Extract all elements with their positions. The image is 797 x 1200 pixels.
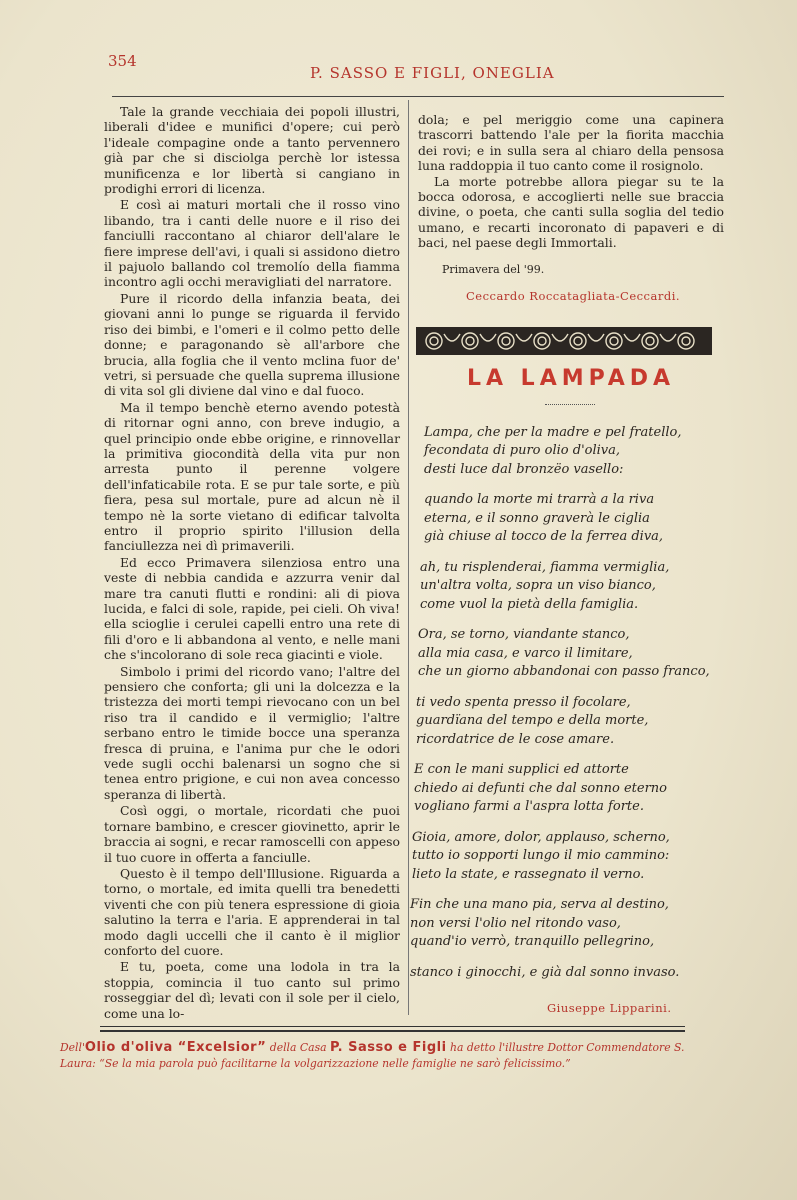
paragraph-continuation: dola; e pel meriggio come una capinera trascorri battendo l'ale per la fiorita macchia dei rovi; e in sulla sera al chiaro della pensosa luna raddoppia il tuo canto come il rosignolo. xyxy=(418,112,724,174)
paragraph: Questo è il tempo dell'Illusione. Riguarda a torno, o mortale, ed imita quelli tra benedetti viventi che con più tenera espressione di gioia salutino la terra e l'aria. E apprenderai in tal modo dagli uccelli che il canto è il miglior conforto del cuore. xyxy=(104,865,400,958)
verse-line: Gioia, amore, dolor, applauso, scherno, xyxy=(412,829,670,845)
verse-line: già chiuse al tocco de la ferrea diva, xyxy=(424,529,664,545)
poem-title: LA LAMPADA xyxy=(466,366,676,391)
advertisement xyxy=(60,1040,700,1072)
footer-rule-thin xyxy=(100,1026,685,1027)
paragraph: E tu, poeta, come una lodola in tra la stoppia, comincia il tuo canto sul primo rosseggiar del dì; levati con il sole per il cielo, come una lo- xyxy=(104,959,400,1021)
essay-date: Primavera del '99. xyxy=(442,263,545,276)
paragraph: Ed ecco Primavera silenziosa entro una veste di nebbia candida e azzurra venir dal mare tra canuti flutti e rondini: ali di piova lucida, e falci di sole, rapide, pei cieli. Oh viva! ella scioglie i cerulei capelli entro una rete di fili d'oro e li abbandona al vento, e nelle mani che s'incolorano di sole reca giacinti e viole. xyxy=(104,554,400,663)
poem-body xyxy=(410,424,710,995)
paragraph: Così oggi, o mortale, ricordati che puoi tornare bambino, e crescer giovinetto, aprir le braccia ai sogni, e recar ramoscelli con appeso il tuo cuore in offerta a fanciulle. xyxy=(104,803,400,865)
poem-author: Giuseppe Lipparini. xyxy=(547,1001,672,1015)
stanza xyxy=(410,829,710,884)
paragraph: Simbolo i primi del ricordo vano; l'altre del pensiero che conforta; gli uni la dolcezza e la tristezza dei morti tempi rievocano con un bel riso tra il candido e il vermiglio; l'altre serbano entro le timide bocce una speranza fresca di pruina, e l'anima pur che le odori vede sugli occhi balenarsi un sogno che si tenea entro prigione, e cui non avea concesso speranza di libertà. xyxy=(104,663,400,802)
floral-ornament-band xyxy=(416,325,712,357)
verse-line: lieto la state, e rassegnato il verno. xyxy=(412,866,645,882)
verse-line: come vuol la pietà della famiglia. xyxy=(420,596,639,612)
ad-prefix: Dell' xyxy=(60,1041,85,1054)
stanza xyxy=(410,694,710,749)
verse-line: alla mia casa, e varco il limitare, xyxy=(418,645,633,661)
verse-line: Lampa, che per la madre e pel fratello, xyxy=(424,425,682,440)
right-column xyxy=(418,112,724,251)
essay-author: Ceccardo Roccatagliata-Ceccardi. xyxy=(466,289,681,303)
ad-middle: della Casa xyxy=(269,1041,327,1054)
verse-line: quand'io verrò, tranquillo pellegrino, xyxy=(410,933,655,949)
left-column xyxy=(104,104,400,1021)
footer-rule-thick xyxy=(100,1030,685,1032)
page-number: 354 xyxy=(108,52,137,70)
header-rule xyxy=(112,96,724,97)
verse-line: quando la morte mi trarrà a la riva xyxy=(424,492,655,508)
verse-line: Fin che una mano pia, serva al destino, xyxy=(410,897,669,913)
verse-line: guardïana del tempo e della morte, xyxy=(416,713,649,729)
verse-line: non versi l'olio nel ritondo vaso, xyxy=(410,915,621,931)
paragraph: Tale la grande vecchiaia dei popoli illustri, liberali d'idee e munifici d'opere; cui però l'ideale compagine onde a tanto pervennero già par che si disciolga perchè lor istessa munificenza e lor libertà si cangiano in prodighi errori di licenza. xyxy=(104,104,400,197)
paragraph: Ma il tempo benchè eterno avendo potestà di ritornar ogni anno, con breve indugio, a quel principio onde ebbe origine, e rinnovellar la primitiva giocondità della vita pur non arresta punto il perenne volgere dell'infaticabile rota. E se pur tale sorte, e più fiera, pesa sul mortale, pure ad alcun nè il tempo nè la sorte vietano di edificar talvolta entro il proprio spirito l'illusion della fanciullezza nei dì primaverili. xyxy=(104,399,400,554)
stanza xyxy=(410,626,710,681)
verse-line: ricordatrice de le cose amare. xyxy=(416,731,615,747)
title-dotted-rule xyxy=(545,404,595,405)
verse-line: un'altra volta, sopra un viso bianco, xyxy=(420,578,656,594)
paragraph: La morte potrebbe allora piegar su te la bocca odorosa, e accoglierti nelle sue braccia divine, o poeta, che canti sulla soglia del tedio umano, e recarti incoronato di papaveri e di baci, nel paese degli Immortali. xyxy=(418,173,724,251)
stanza xyxy=(410,491,710,546)
stanza xyxy=(410,964,710,982)
stanza xyxy=(410,896,710,951)
stanza xyxy=(410,424,710,479)
verse-line: ti vedo spenta presso il focolare, xyxy=(416,694,631,710)
verse-line: Ora, se torno, viandante stanco, xyxy=(418,627,630,643)
page-header xyxy=(100,52,725,92)
running-head: P. SASSO E FIGLI, ONEGLIA xyxy=(310,64,555,82)
verse-line: che un giorno abbandonai con passo franco, xyxy=(418,664,710,680)
verse-line: fecondata di puro olio d'oliva, xyxy=(424,443,621,459)
ad-product: Olio d'oliva “Excelsior” xyxy=(84,1040,267,1055)
verse-line: eterna, e il sonno graverà le ciglia xyxy=(424,510,650,526)
paragraph: E così ai maturi mortali che il rosso vino libando, tra i canti delle nuore e il riso dei fanciulli raccontano al chiaror dell'alare le fiere imprese dell'avi, i quali si assidono dietro il pajuolo ballando col tremolío della fiamma incontro agli occhi meravigliati del narratore. xyxy=(104,197,400,290)
verse-line: tutto io sopporti lungo il mio cammino: xyxy=(412,848,670,864)
verse-line: chiedo ai defunti che dal sonno eterno xyxy=(414,780,667,796)
stanza xyxy=(410,761,710,816)
ornament-svg xyxy=(416,326,712,356)
ad-suffix: ha detto l'illustre Dottor Commendatore S. Laura: “Se la mia parola può facilitarne la volgarizzazione nelle famiglie ne sarò felicissimo.” xyxy=(60,1041,685,1070)
verse-line: stanco i ginocchi, e già dal sonno invaso. xyxy=(410,964,680,980)
verse-line: vogliano farmi a l'aspra lotta forte. xyxy=(414,799,644,815)
verse-line: desti luce dal bronzëo vasello: xyxy=(424,461,624,477)
verse-line: ah, tu risplenderai, fiamma vermiglia, xyxy=(420,559,670,575)
paragraph: Pure il ricordo della infanzia beata, dei giovani anni lo punge se riguarda il fervido riso dei bimbi, e l'omeri e il colmo petto delle donne; e paragonando sè all'arbore che brucia, alla foglia che il vento mclina fuor de' vetri, si persuade che quella suprema illusione di vita sol gli diviene dal vino e dal fuoco. xyxy=(104,290,400,399)
ad-company: P. Sasso e Figli xyxy=(330,1040,447,1055)
stanza xyxy=(410,559,710,614)
column-divider xyxy=(408,100,409,1015)
verse-line: E con le mani supplici ed attorte xyxy=(414,762,629,778)
